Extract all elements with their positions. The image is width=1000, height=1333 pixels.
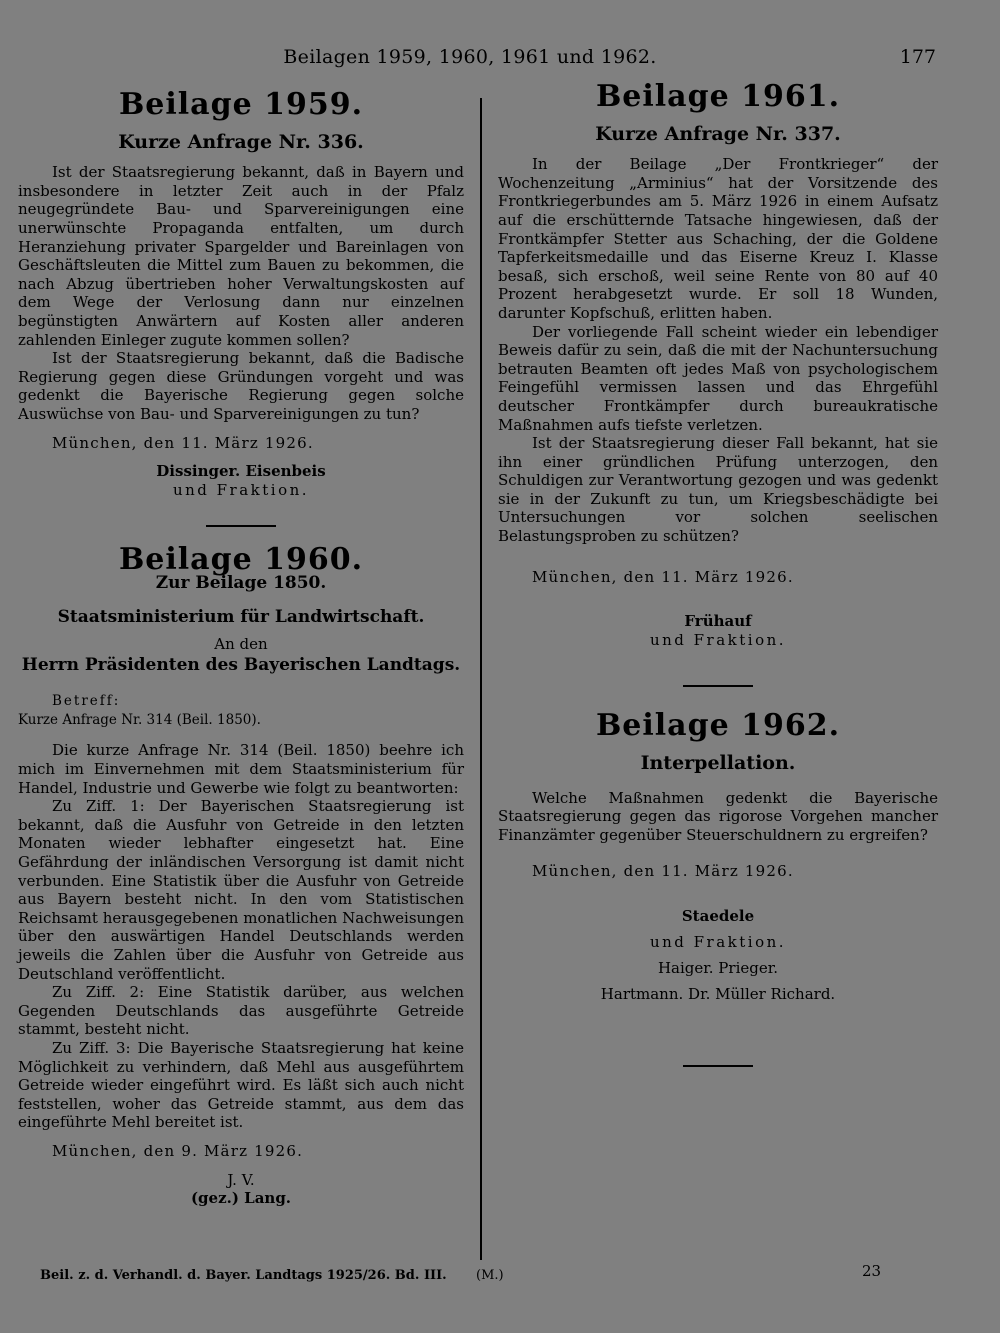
paragraph: Der vorliegende Fall scheint wieder ein lebendiger Beweis dafür zu sein, daß die mit der Nachuntersuchung betrauten Beamten oft jedes Maß von psychologischem Feingefühl vermissen lassen und das Ehrgefühl deutscher Frontkämpfer durch bureaukratische Maßnahmen aufs tiefste verletzen.	[498, 322, 938, 434]
paragraph: Zu Ziff. 3: Die Bayerische Staatsregierung hat keine Möglichkeit zu verhindern, daß Mehl aus ausgeführtem Getreide wieder eingeführt wird. Es läßt sich auch nicht feststellen, woher das Getreide stammt, aus dem das eingeführte Mehl bereitet ist.	[18, 1038, 464, 1132]
signature-name: Staedele	[681, 907, 755, 925]
signature-names: Dissinger. Eisenbeis	[156, 462, 326, 481]
footer-signature-number: 23	[862, 1262, 882, 1280]
ministry-heading: Staatsministerium für Landwirtschaft.	[57, 607, 425, 628]
paragraph: In der Beilage „Der Frontkrieger“ der Wochenzeitung „Arminius“ hat der Vorsitzende des Frontkriegerbundes am 5. März 1926 in einem Aufsatz auf die erschütternde Tatsache hingewiesen, daß der Frontkämpfer Stetter aus Schaching, der die Goldene Tapferkeitsmedaille und das Eiserne Kreuz I. Klasse besaß, sich erschoß, weil seine Rente von 80 auf 40 Prozent herabgesetzt wurde. Er soll 18 Wunden, darunter Kopfschuß, erlitten haben.	[498, 155, 938, 322]
signature-block	[18, 462, 464, 499]
section-beilage-1961	[498, 79, 938, 649]
date-line: München, den 9. März 1926.	[52, 1141, 304, 1160]
reference-line: Zur Beilage 1850.	[155, 572, 327, 593]
footer-citation: Beil. z. d. Verhandl. d. Bayer. Landtags 1925/26. Bd. III.	[40, 1268, 447, 1283]
section-beilage-1960	[18, 542, 464, 1208]
beilage-title: Beilage 1960.	[118, 542, 364, 578]
date-line: München, den 11. März 1926.	[52, 433, 314, 452]
beilage-subtitle: Kurze Anfrage Nr. 337.	[595, 122, 841, 145]
signature-name: (gez.) Lang.	[190, 1189, 292, 1208]
paragraph: Zu Ziff. 1: Der Bayerischen Staatsregierung ist bekannt, daß die Ausfuhr von Getreide in den letzten Monaten wieder lebhafter eingesetzt hat. Eine Gefährdung der inländischen Versorgung ist damit nicht verbunden. Eine Statistik über die Ausfuhr von Getreide aus Bayern besteht nicht. In den vom Statistischen Reichsamt herausgegebenen monatlichen Nachweisungen über den auswärtigen Handel Deutschlands werden jeweils die Zahlen über die Ausfuhr von Getreide aus Deutschland veröffentlicht.	[18, 797, 464, 983]
section-beilage-1962	[498, 708, 938, 1067]
section-divider	[683, 1065, 753, 1067]
signature-line: Hartmann. Dr. Müller Richard.	[600, 985, 836, 1003]
signature-line: Haiger. Prieger.	[657, 959, 779, 977]
beilage-subtitle: Interpellation.	[640, 752, 796, 775]
paragraph: Die kurze Anfrage Nr. 314 (Beil. 1850) beehre ich mich im Einvernehmen mit dem Staatsministerium für Handel, Industrie und Gewerbe wie folgt zu beantworten:	[18, 741, 464, 797]
paragraph: Ist der Staatsregierung bekannt, daß in Bayern und insbesondere in letzter Zeit auch in der Pfalz neugegründete Bau- und Sparvereinigungen eine unerwünschte Propaganda entfalten, um durch Heranziehung privater Spargelder und Bareinlagen von Geschäftsleuten die Mittel zum Bauen zu bekommen, die nach Abzug übertrieben hoher Verwaltungskosten auf dem Wege der Verlosung dann nur einzelnen begünstigten Anwärtern auf Kosten aller anderen zahlenden Einleger zugute kommen sollen?	[18, 163, 464, 349]
beilage-title: Beilage 1962.	[595, 708, 841, 744]
signature-fraktion: und Fraktion.	[649, 630, 787, 649]
date-line: München, den 11. März 1926.	[532, 567, 794, 586]
addressee-prefix: An den	[214, 635, 268, 654]
addressee: Herrn Präsidenten des Bayerischen Landtags.	[21, 654, 461, 675]
left-column	[18, 87, 464, 1208]
signature-name: Frühauf	[684, 612, 752, 631]
beilage-title: Beilage 1959.	[118, 87, 364, 122]
paragraph: Ist der Staatsregierung bekannt, daß die Badische Regierung gegen diese Gründungen vorgeht und was gedenkt die Bayerische Regierung gegen solche Auswüchse von Bau- und Sparvereinigungen zu tun?	[18, 349, 464, 423]
beilage-title: Beilage 1961.	[595, 79, 841, 114]
page-number: 177	[899, 46, 936, 68]
section-beilage-1959	[18, 87, 464, 499]
paragraph: Ist der Staatsregierung dieser Fall bekannt, hat sie ihn einer gründlichen Prüfung unterzogen, den Schuldigen zur Verantwortung gezogen und was gedenkt sie in der Zukunft zu tun, um Kriegsbeschädigte bei Untersuchungen vor solchen seelischen Belastungsproben zu schützen?	[498, 434, 938, 546]
running-head: Beilagen 1959, 1960, 1961 und 1962.	[283, 46, 657, 68]
signature-iv: J. V.	[227, 1170, 255, 1189]
column-divider	[480, 98, 482, 1260]
betreff-label: Betreff:	[52, 693, 121, 710]
signature-fraktion: und Fraktion.	[172, 480, 310, 499]
section-divider	[206, 525, 276, 527]
section-divider	[683, 685, 753, 687]
signature-block	[498, 612, 938, 649]
beilage-subtitle: Kurze Anfrage Nr. 336.	[118, 130, 364, 153]
date-line: München, den 11. März 1926.	[532, 862, 794, 881]
paragraph: Zu Ziff. 2: Eine Statistik darüber, aus welchen Gegenden Deutschlands das ausgeführte Getreide stammt, besteht nicht.	[18, 983, 464, 1039]
right-column	[498, 79, 938, 1067]
paragraph: Welche Maßnahmen gedenkt die Bayerische Staatsregierung gegen das rigorose Vorgehen mancher Finanzämter gegenüber Steuerschuldnern zu ergreifen?	[498, 788, 938, 844]
signature-fraktion: und Fraktion.	[649, 933, 787, 951]
signature-block	[498, 903, 938, 1007]
signature-block	[18, 1171, 464, 1208]
betreff-value: Kurze Anfrage Nr. 314 (Beil. 1850).	[18, 711, 261, 728]
footer-mark: (M.)	[476, 1268, 504, 1283]
